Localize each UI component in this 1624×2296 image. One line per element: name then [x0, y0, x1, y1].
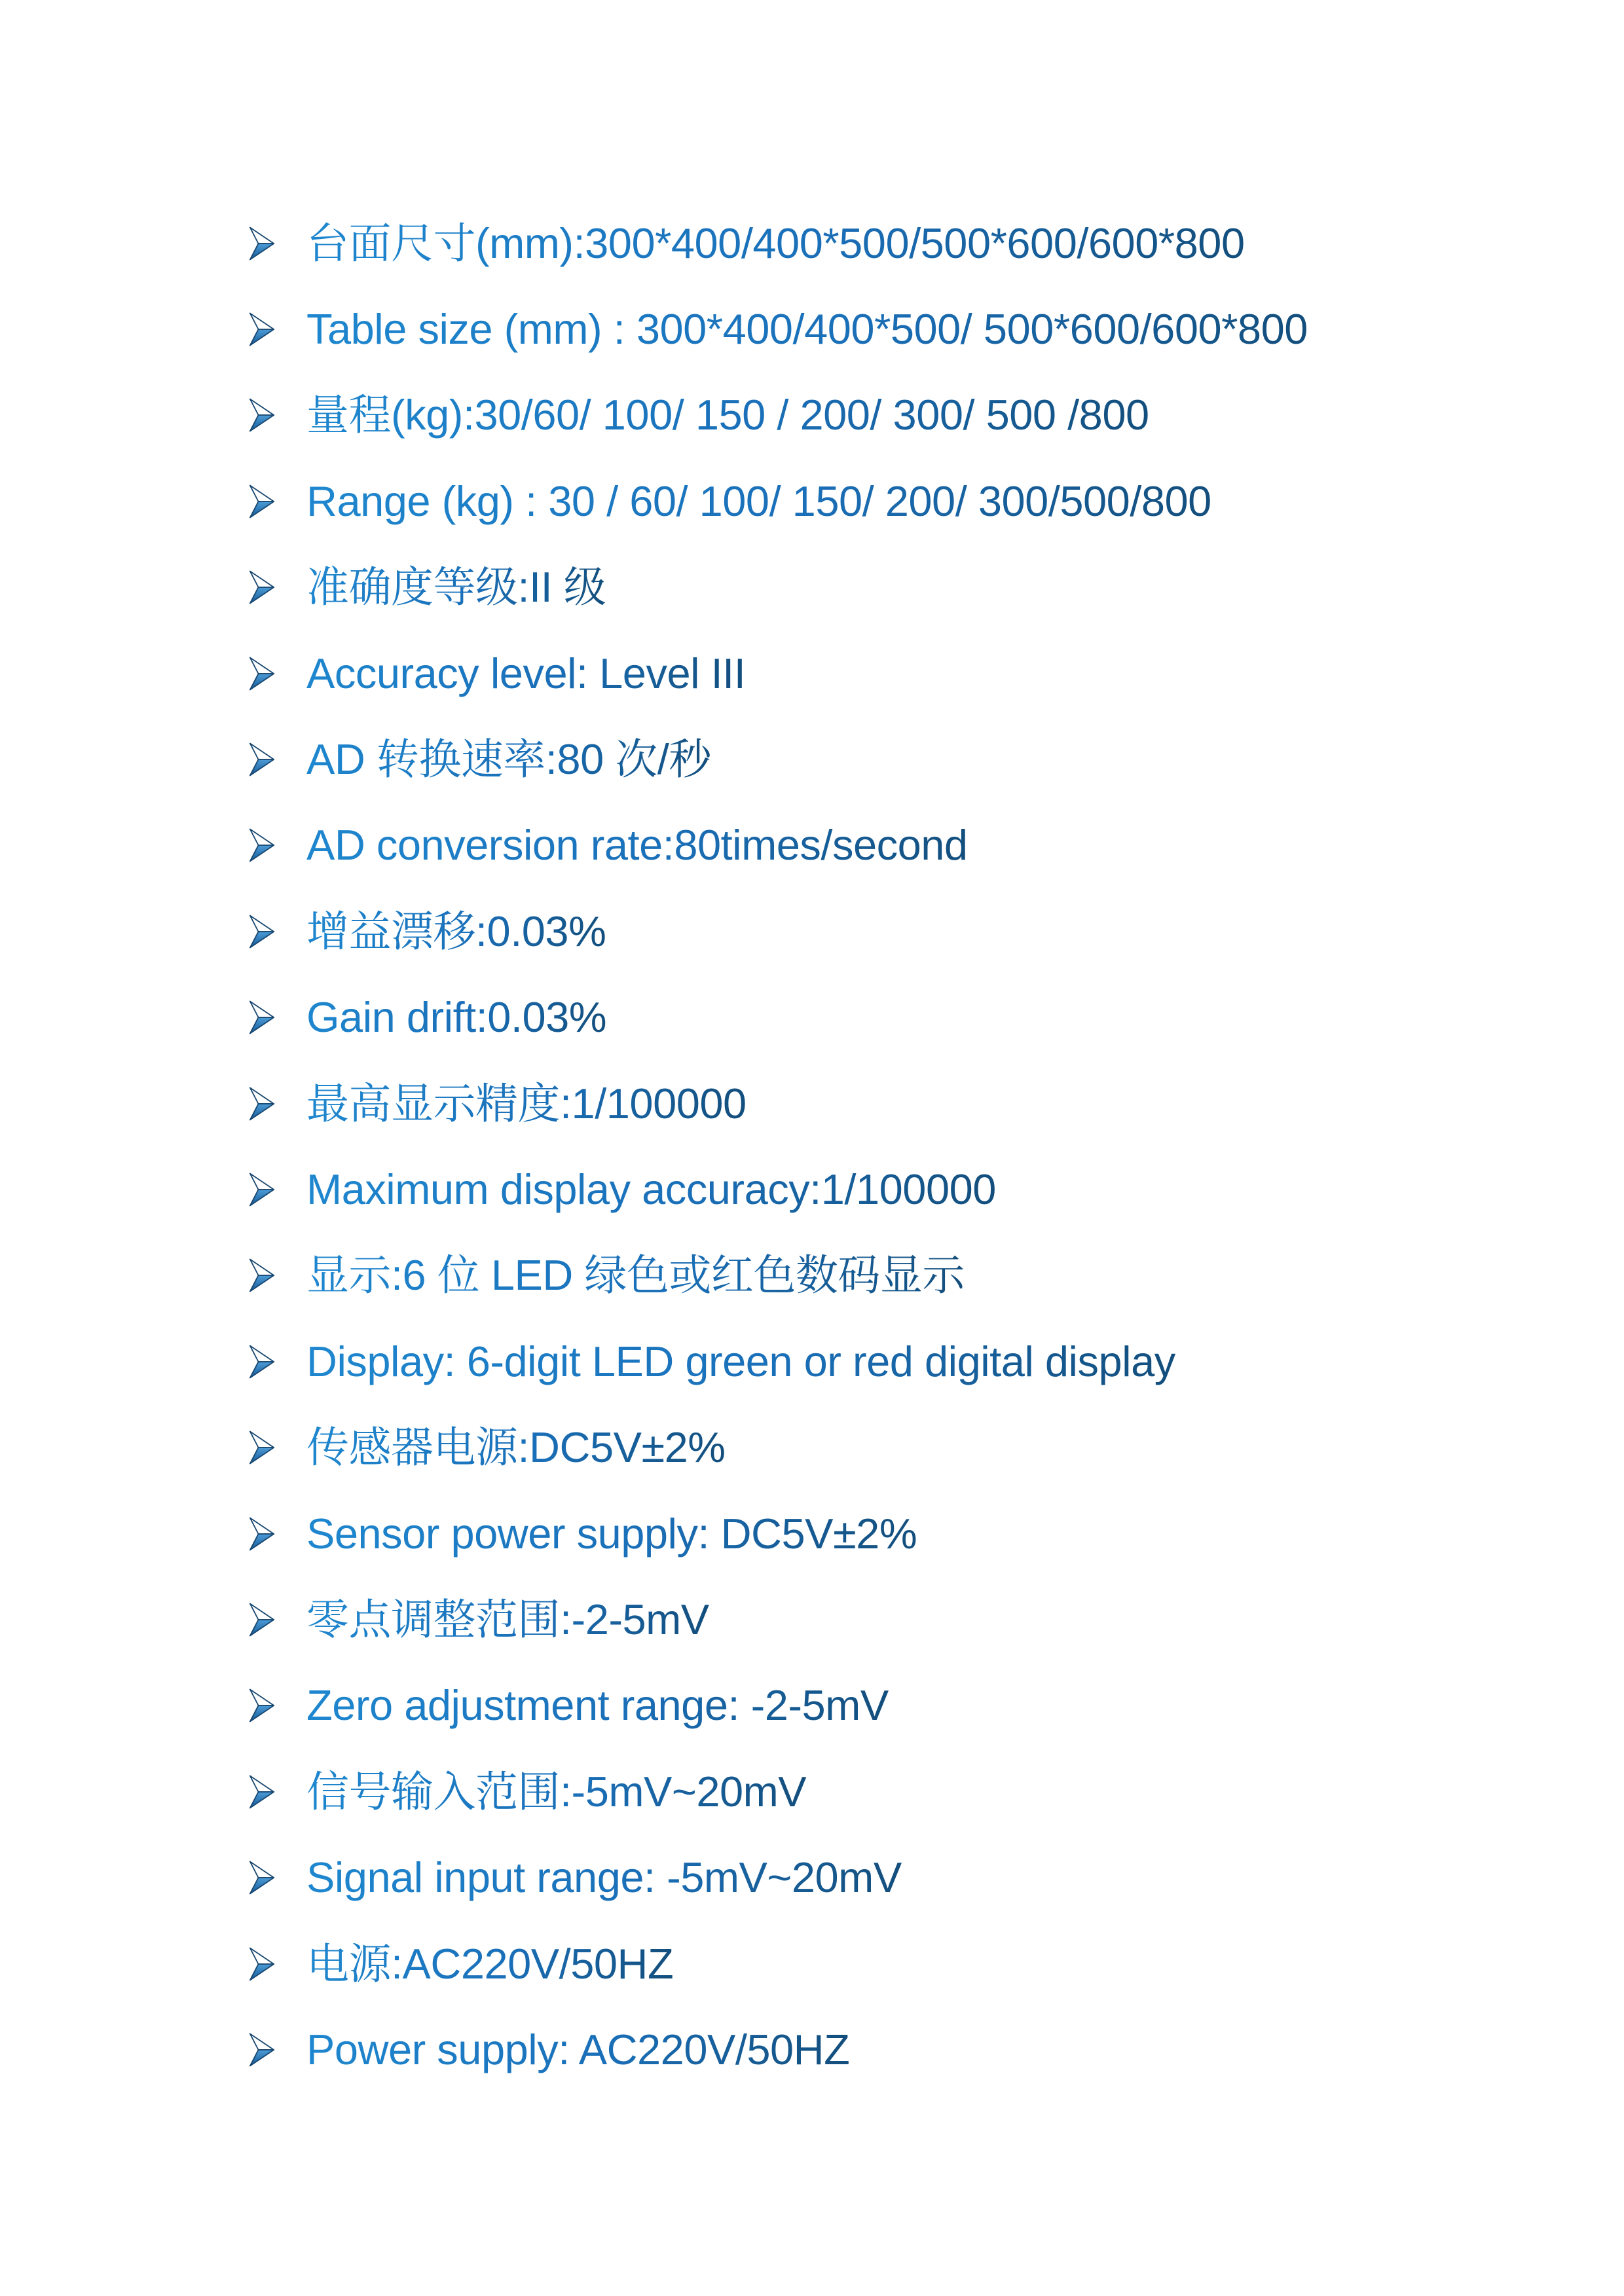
- list-item-text: 量程(kg):30/60/ 100/ 150 / 200/ 300/ 500 /800: [306, 390, 1149, 441]
- list-item: [249, 630, 1598, 716]
- list-item: [249, 200, 1598, 286]
- list-item-text: 电源:AC220V/50HZ: [306, 1939, 673, 1990]
- list-item-text: 最高显示精度:1/100000: [306, 1078, 747, 1129]
- list-item: [249, 975, 1598, 1061]
- arrowhead-bullet-icon: [249, 742, 275, 777]
- list-item-text: 传感器电源:DC5V±2%: [306, 1422, 726, 1473]
- spec-list: [0, 200, 1624, 2093]
- list-item: [249, 716, 1598, 802]
- list-item-text: 准确度等级:II 级: [306, 562, 606, 613]
- list-item: [249, 1491, 1598, 1576]
- list-item-text: 增益漂移:0.03%: [306, 906, 606, 957]
- list-item: [249, 1576, 1598, 1662]
- list-item: [249, 1146, 1598, 1232]
- list-item: [249, 1834, 1598, 1920]
- list-item-text: Signal input range: -5mV~20mV: [306, 1852, 902, 1903]
- arrowhead-bullet-icon: [249, 226, 275, 261]
- arrowhead-bullet-icon: [249, 1258, 275, 1293]
- arrowhead-bullet-icon: [249, 1430, 275, 1465]
- arrowhead-bullet-icon: [249, 656, 275, 691]
- list-item-text: Gain drift:0.03%: [306, 992, 606, 1043]
- arrowhead-bullet-icon: [249, 1860, 275, 1895]
- arrowhead-bullet-icon: [249, 1086, 275, 1121]
- list-item-text: AD conversion rate:80times/second: [306, 820, 968, 871]
- arrowhead-bullet-icon: [249, 1344, 275, 1379]
- arrowhead-bullet-icon: [249, 1946, 275, 1982]
- list-item-text: Zero adjustment range: -2-5mV: [306, 1680, 889, 1731]
- list-item-text: Display: 6-digit LED green or red digital display: [306, 1336, 1175, 1387]
- list-item: [249, 545, 1598, 630]
- arrowhead-bullet-icon: [249, 1000, 275, 1035]
- list-item-text: 零点调整范围:-2-5mV: [306, 1594, 709, 1645]
- list-item-text: AD 转换速率:80 次/秒: [306, 734, 711, 785]
- arrowhead-bullet-icon: [249, 1688, 275, 1723]
- list-item: [249, 1663, 1598, 1749]
- list-item: [249, 2007, 1598, 2092]
- list-item-text: Accuracy level: Level III: [306, 648, 745, 699]
- list-item: [249, 1233, 1598, 1319]
- list-item: [249, 286, 1598, 372]
- arrowhead-bullet-icon: [249, 1172, 275, 1207]
- list-item-text: 信号输入范围:-5mV~20mV: [306, 1766, 806, 1817]
- list-item: [249, 1749, 1598, 1834]
- arrowhead-bullet-icon: [249, 914, 275, 949]
- arrowhead-bullet-icon: [249, 828, 275, 863]
- list-item-text: 显示:6 位 LED 绿色或红色数码显示: [306, 1250, 965, 1301]
- arrowhead-bullet-icon: [249, 570, 275, 605]
- list-item: [249, 1921, 1598, 2007]
- list-item: [249, 1404, 1598, 1490]
- list-item: [249, 373, 1598, 458]
- list-item: [249, 458, 1598, 544]
- list-item-text: Power supply: AC220V/50HZ: [306, 2024, 849, 2075]
- list-item: [249, 888, 1598, 974]
- list-item-text: Sensor power supply: DC5V±2%: [306, 1508, 917, 1559]
- list-item: [249, 1061, 1598, 1146]
- arrowhead-bullet-icon: [249, 397, 275, 433]
- arrowhead-bullet-icon: [249, 1516, 275, 1552]
- list-item-text: Table size (mm) : 300*400/400*500/ 500*600/600*800: [306, 304, 1308, 355]
- list-item: [249, 1319, 1598, 1404]
- arrowhead-bullet-icon: [249, 1774, 275, 1810]
- arrowhead-bullet-icon: [249, 312, 275, 347]
- arrowhead-bullet-icon: [249, 2032, 275, 2068]
- list-item: [249, 803, 1598, 888]
- arrowhead-bullet-icon: [249, 1602, 275, 1637]
- list-item-text: 台面尺寸(mm):300*400/400*500/500*600/600*800: [306, 218, 1245, 269]
- list-item-text: Range (kg) : 30 / 60/ 100/ 150/ 200/ 300/500/800: [306, 476, 1211, 527]
- arrowhead-bullet-icon: [249, 484, 275, 519]
- list-item-text: Maximum display accuracy:1/100000: [306, 1164, 996, 1215]
